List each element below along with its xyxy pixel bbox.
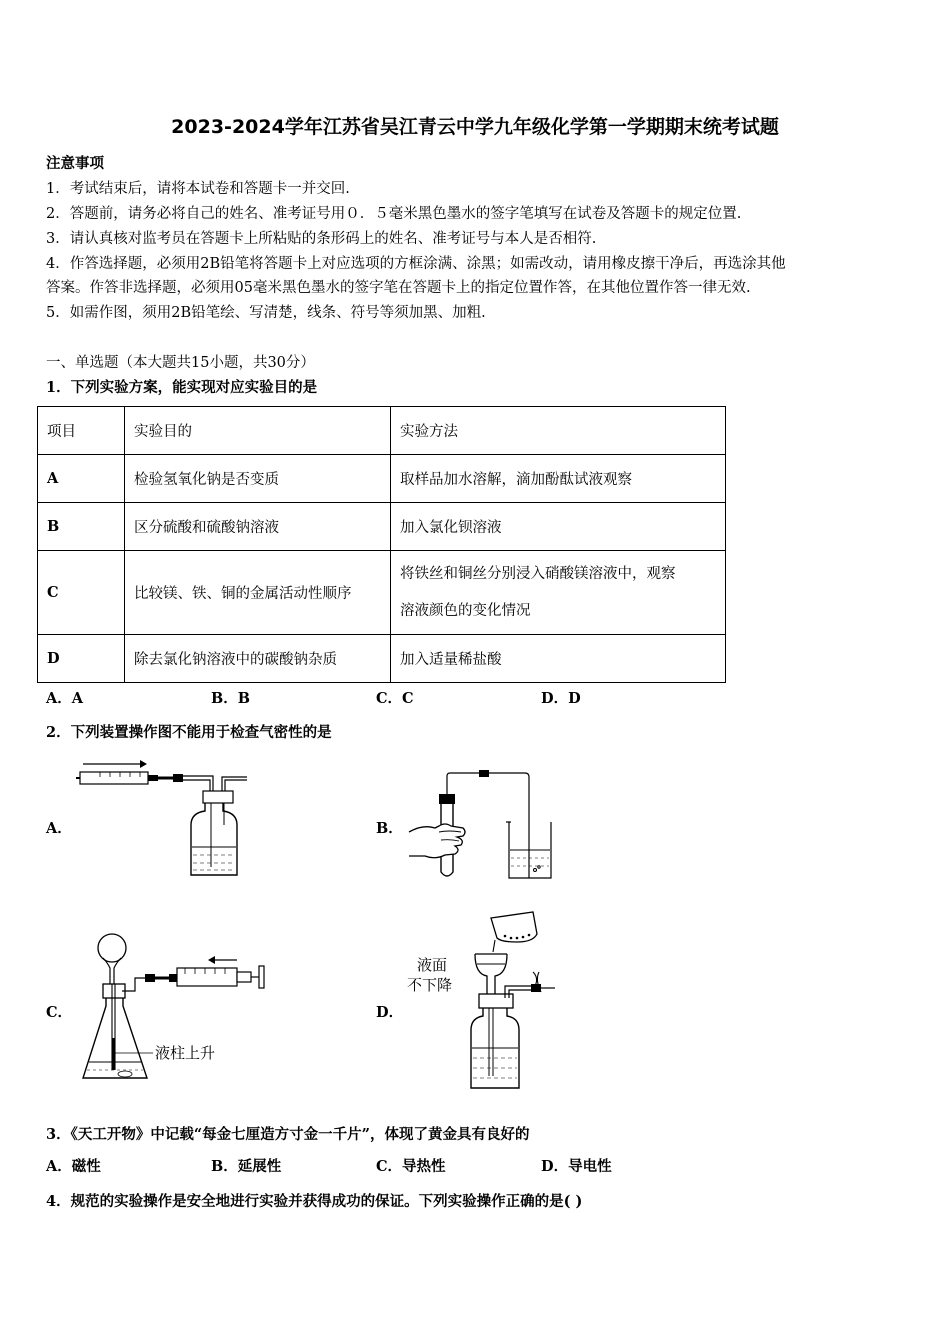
table-cell — [391, 551, 726, 635]
table-header-cell: 实验方法 — [391, 407, 726, 455]
question-3-stem: 3．《天工开物》中记载“每金七厘造方寸金一千片”，体现了黄金具有良好的 — [46, 1126, 530, 1143]
q3-option-c: C．导热性 — [376, 1158, 446, 1175]
option-b: B．B — [211, 690, 251, 707]
notice-item: 4．作答选择题，必须用2B铅笔将答题卡上对应选项的方框涂满、涂黑；如需改动，请用橡皮擦干净后，再选涂其他 — [46, 256, 786, 272]
table-cell-line: 将铁丝和铜丝分别浸入硝酸镁溶液中，观察 — [400, 565, 676, 582]
table-header-cell: 项目 — [38, 407, 125, 455]
table-cell: C — [38, 551, 125, 635]
notice-item: 答案。作答非选择题，必须用05毫米黑色墨水的签字笔在答题卡上的指定位置作答，在其他位置作答一律无效. — [46, 280, 751, 296]
figure-a-syringe-bottle — [75, 755, 255, 880]
figure-d-annotation-2: 不下降 — [407, 976, 453, 994]
q3-option-a: A．磁性 — [46, 1158, 101, 1175]
experiment-table — [37, 406, 726, 683]
table-cell: A — [38, 455, 125, 503]
q3-option-b: B．延展性 — [211, 1158, 282, 1175]
option-c: C．C — [376, 690, 414, 707]
table-header-row — [38, 407, 726, 455]
page-title: 2023-2024学年江苏省吴江青云中学九年级化学第一学期期末统考试题 — [171, 116, 779, 138]
figure-b-label: B． — [376, 820, 403, 837]
question-4-stem: 4．规范的实验操作是安全地进行实验并获得成功的保证。下列实验操作正确的是( ) — [46, 1193, 583, 1210]
figure-c-flask-syringe — [75, 928, 275, 1088]
notice-item: 1．考试结束后，请将本试卷和答题卡一并交回. — [46, 181, 350, 197]
table-row — [38, 503, 726, 551]
q3-option-d: D．导电性 — [541, 1158, 612, 1175]
table-cell: 除去氯化钠溶液中的碳酸钠杂质 — [125, 635, 391, 683]
table-cell-line: 溶液颜色的变化情况 — [400, 602, 531, 619]
figure-d-funnel-bottle — [405, 908, 565, 1093]
table-cell: 取样品加水溶解，滴加酚酞试液观察 — [391, 455, 726, 503]
table-row — [38, 635, 726, 683]
option-d: D．D — [541, 690, 581, 707]
section-heading: 一、单选题（本大题共15小题，共30分） — [46, 355, 315, 371]
table-cell: B — [38, 503, 125, 551]
table-row — [38, 455, 726, 503]
table-header-cell: 实验目的 — [125, 407, 391, 455]
figure-a-label: A． — [46, 820, 72, 837]
figure-b-hand-tube-beaker — [405, 770, 565, 885]
table-cell: 加入氯化钡溶液 — [391, 503, 726, 551]
figure-d-annotation-1: 液面 — [417, 956, 448, 974]
notice-item: 2．答题前，请务必将自己的姓名、准考证号用０．５毫米黑色墨水的签字笔填写在试卷及答题卡的规定位置. — [46, 206, 742, 222]
question-1-stem: 1．下列实验方案，能实现对应实验目的是 — [46, 379, 318, 396]
table-cell: 检验氢氧化钠是否变质 — [125, 455, 391, 503]
figure-c-annotation: 液柱上升 — [155, 1044, 216, 1062]
table-cell: 加入适量稀盐酸 — [391, 635, 726, 683]
figure-c-label: C． — [46, 1004, 73, 1021]
notice-heading: 注意事项 — [46, 155, 104, 172]
table-cell: 区分硫酸和硫酸钠溶液 — [125, 503, 391, 551]
notice-item: 5．如需作图，须用2B铅笔绘、写清楚，线条、符号等须加黑、加粗. — [46, 305, 486, 321]
question-2-stem: 2．下列装置操作图不能用于检查气密性的是 — [46, 724, 332, 741]
table-row — [38, 551, 726, 635]
table-cell: 比较镁、铁、铜的金属活动性顺序 — [125, 551, 391, 635]
notice-item: 3．请认真核对监考员在答题卡上所粘贴的条形码上的姓名、准考证号与本人是否相符. — [46, 231, 597, 247]
table-cell: D — [38, 635, 125, 683]
figure-d-label: D． — [376, 1004, 404, 1021]
option-a: A．A — [46, 690, 84, 707]
